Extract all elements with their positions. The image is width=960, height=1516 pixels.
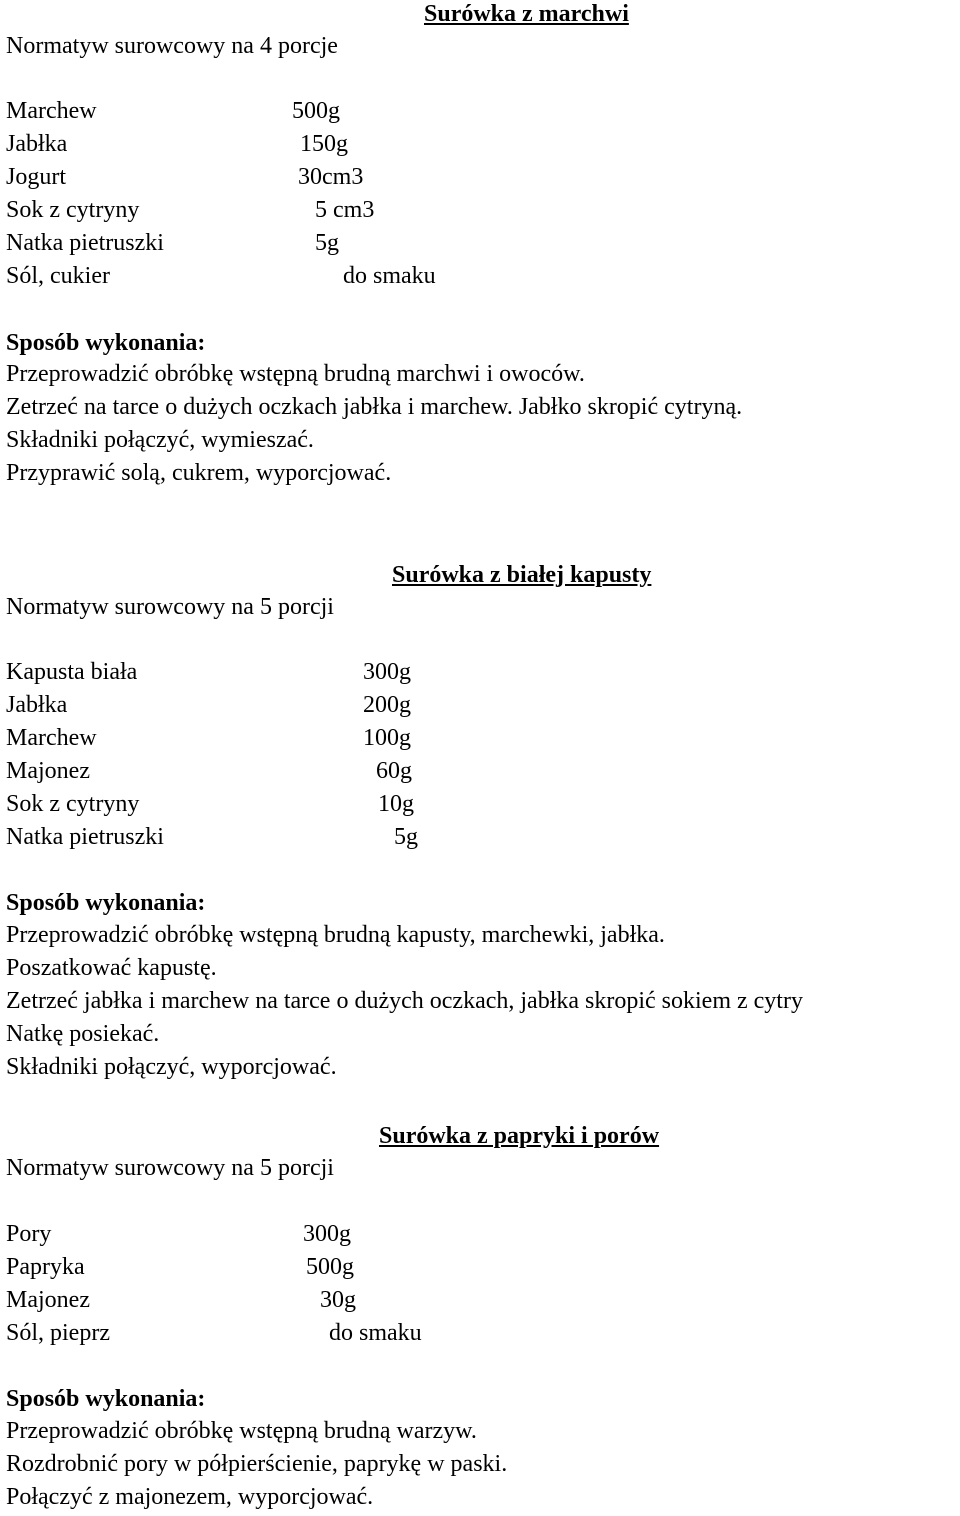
method-step: Przeprowadzić obróbkę wstępną brudną marchwi i owoców. bbox=[6, 361, 585, 387]
ingredient-qty: 5g bbox=[315, 230, 339, 256]
method-step: Rozdrobnić pory w półpierścienie, paprykę w paski. bbox=[6, 1451, 508, 1477]
ingredient-name: Pory bbox=[6, 1221, 52, 1247]
ingredient-name: Majonez bbox=[6, 1287, 90, 1313]
ingredient-qty: 500g bbox=[306, 1254, 354, 1280]
recipe-title: Surówka z papryki i porów bbox=[379, 1123, 660, 1149]
ingredient-name: Marchew bbox=[6, 98, 97, 124]
ingredient-qty: 300g bbox=[303, 1221, 351, 1247]
ingredient-qty: 5 cm3 bbox=[315, 197, 375, 223]
method-step: Połączyć z majonezem, wyporcjować. bbox=[6, 1484, 374, 1510]
method-steps bbox=[6, 1415, 507, 1514]
ingredient-name: Jabłka bbox=[6, 131, 68, 157]
method-step: Natkę posiekać. bbox=[6, 1021, 160, 1047]
ingredient-name: Natka pietruszki bbox=[6, 230, 164, 256]
method-steps bbox=[6, 358, 742, 490]
ingredient-name: Papryka bbox=[6, 1254, 85, 1280]
ingredient-qty: 60g bbox=[376, 758, 412, 784]
method-steps bbox=[6, 919, 803, 1084]
ingredient-name: Marchew bbox=[6, 725, 97, 751]
ingredient-name: Jabłka bbox=[6, 692, 68, 718]
method-step: Zetrzeć jabłka i marchew na tarce o dużych oczkach, jabłka skropić sokiem z cytry bbox=[6, 988, 803, 1014]
ingredient-name: Sól, pieprz bbox=[6, 1320, 110, 1346]
method-step: Poszatkować kapustę. bbox=[6, 955, 217, 981]
ingredient-qty: 5g bbox=[394, 824, 418, 850]
ingredient-qty: 30g bbox=[320, 1287, 356, 1313]
method-step: Przeprowadzić obróbkę wstępną brudną warzyw. bbox=[6, 1418, 477, 1444]
norm-label: Normatyw surowcowy na 5 porcji bbox=[6, 1155, 334, 1181]
ingredient-name: Sól, cukier bbox=[6, 263, 110, 289]
norm-label: Normatyw surowcowy na 5 porcji bbox=[6, 594, 334, 620]
ingredient-name: Sok z cytryny bbox=[6, 197, 140, 223]
method-label: Sposób wykonania: bbox=[6, 330, 206, 356]
ingredient-name: Sok z cytryny bbox=[6, 791, 140, 817]
ingredient-qty: 200g bbox=[363, 692, 411, 718]
method-step: Składniki połączyć, wyporcjować. bbox=[6, 1054, 337, 1080]
method-step: Przeprowadzić obróbkę wstępną brudną kapusty, marchewki, jabłka. bbox=[6, 922, 665, 948]
ingredient-name: Jogurt bbox=[6, 164, 66, 190]
ingredient-qty: 10g bbox=[378, 791, 414, 817]
norm-label: Normatyw surowcowy na 4 porcje bbox=[6, 33, 338, 59]
ingredient-qty: 100g bbox=[363, 725, 411, 751]
ingredient-name: Kapusta biała bbox=[6, 659, 138, 685]
method-label: Sposób wykonania: bbox=[6, 890, 206, 916]
ingredient-qty: 30cm3 bbox=[298, 164, 364, 190]
method-label: Sposób wykonania: bbox=[6, 1386, 206, 1412]
ingredient-qty: 150g bbox=[300, 131, 348, 157]
recipe-title: Surówka z białej kapusty bbox=[392, 562, 652, 588]
ingredient-name: Majonez bbox=[6, 758, 90, 784]
method-step: Zetrzeć na tarce o dużych oczkach jabłka i marchew. Jabłko skropić cytryną. bbox=[6, 394, 743, 420]
ingredient-qty: do smaku bbox=[329, 1320, 422, 1346]
recipe-title: Surówka z marchwi bbox=[424, 1, 629, 27]
ingredient-qty: 500g bbox=[292, 98, 340, 124]
method-step: Składniki połączyć, wymieszać. bbox=[6, 427, 314, 453]
ingredient-qty: 300g bbox=[363, 659, 411, 685]
ingredient-qty: do smaku bbox=[343, 263, 436, 289]
method-step: Przyprawić solą, cukrem, wyporcjować. bbox=[6, 460, 392, 486]
ingredient-name: Natka pietruszki bbox=[6, 824, 164, 850]
